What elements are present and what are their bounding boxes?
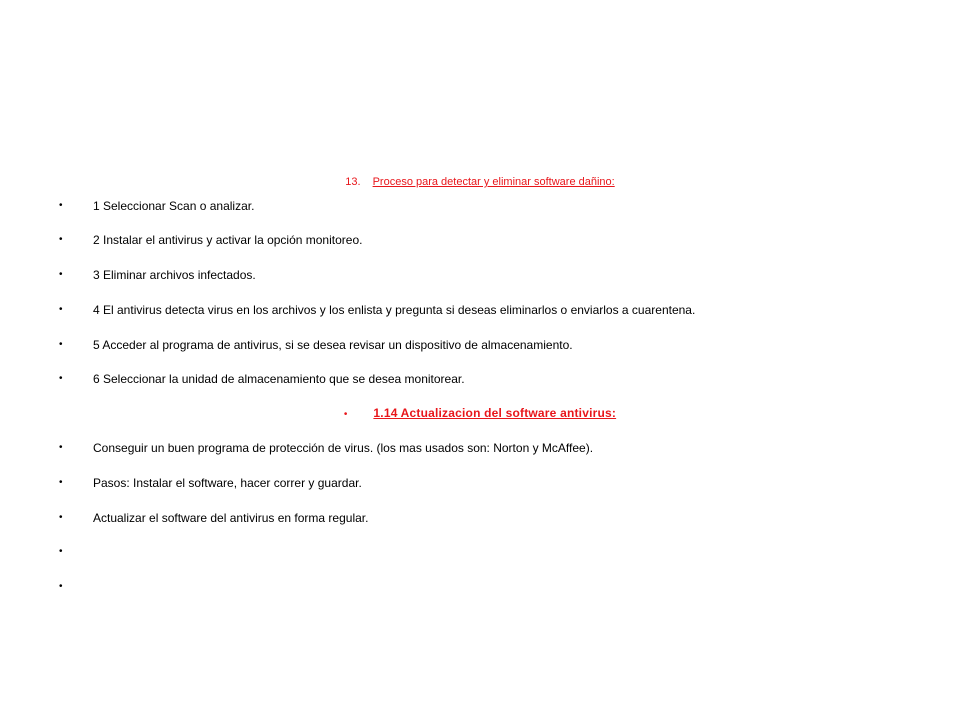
bullet-icon: • (59, 200, 63, 211)
bullet-icon: • (343, 409, 348, 420)
list-item (0, 336, 960, 354)
section-number: 13. (345, 176, 361, 188)
bullet-icon: • (59, 373, 63, 384)
bullet-icon: • (59, 304, 63, 315)
list-item (0, 370, 960, 388)
bullet-icon: • (59, 512, 63, 523)
step-text: 4 El antivirus detecta virus en los archivos y los enlista y pregunta si deseas eliminarlos o enviarlos a cuarentena. (93, 303, 696, 317)
list-item (0, 474, 960, 492)
update-text: Actualizar el software del antivirus en forma regular. (93, 511, 369, 525)
list-item (0, 231, 960, 249)
bullet-icon: • (59, 477, 63, 488)
update-text: Pasos: Instalar el software, hacer correr y guardar. (93, 476, 362, 490)
subsection-heading (0, 404, 960, 424)
subsection-title: 1.14 Actualizacion del software antivirus: (373, 406, 617, 420)
bullet-icon: • (59, 442, 63, 453)
list-item (0, 266, 960, 284)
list-item (0, 301, 960, 319)
bullet-icon: • (59, 581, 63, 592)
bullet-icon: • (59, 546, 63, 557)
section-heading (0, 176, 960, 188)
list-item (0, 197, 960, 215)
bullet-icon: • (59, 269, 63, 280)
step-text: 3 Eliminar archivos infectados. (93, 268, 256, 282)
step-text: 1 Seleccionar Scan o analizar. (93, 199, 255, 213)
step-text: 6 Seleccionar la unidad de almacenamiento que se desea monitorear. (93, 372, 465, 386)
update-text: Conseguir un buen programa de protección de virus. (los mas usados son: Norton y McAffee). (93, 441, 594, 455)
step-text: 2 Instalar el antivirus y activar la opción monitoreo. (93, 233, 363, 247)
list-item (0, 439, 960, 457)
list-item (0, 509, 960, 527)
list-item (0, 543, 960, 561)
bullet-icon: • (59, 339, 63, 350)
step-text: 5 Acceder al programa de antivirus, si se desea revisar un dispositivo de almacenamiento. (93, 338, 573, 352)
section-title: Proceso para detectar y eliminar software dañino: (372, 176, 615, 188)
bullet-icon: • (59, 234, 63, 245)
list-item (0, 578, 960, 596)
